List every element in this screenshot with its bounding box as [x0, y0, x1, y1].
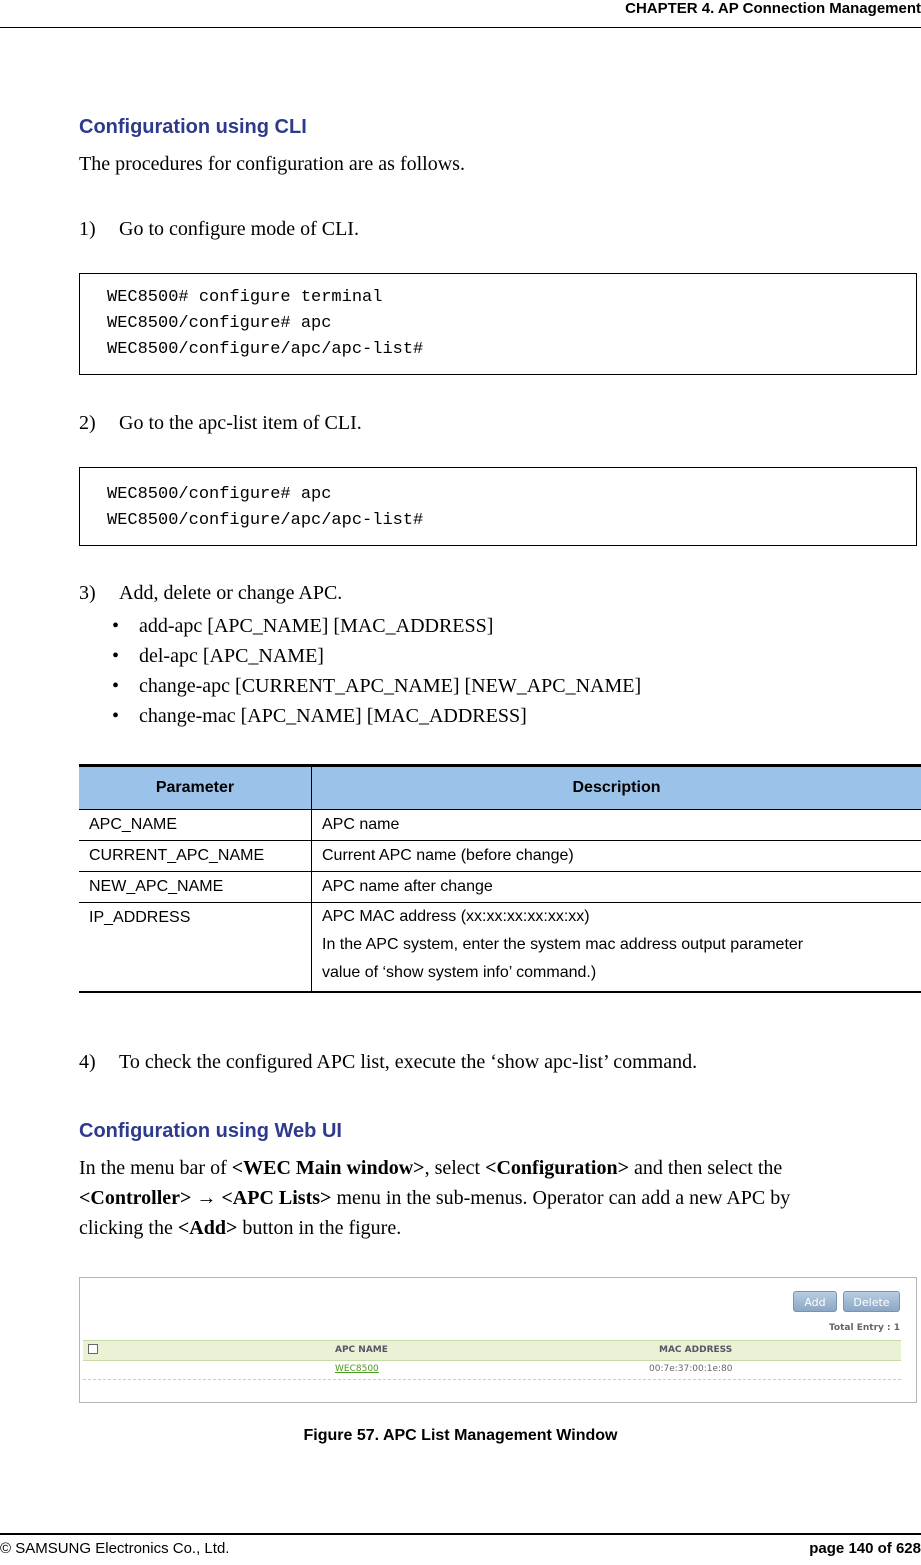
column-header-description: Description [312, 766, 921, 810]
bullet: • [112, 615, 120, 637]
param-cell: APC_NAME [79, 810, 312, 841]
list-item-text: add-apc [APC_NAME] [MAC_ADDRESS] [139, 615, 494, 637]
code-block-1 [79, 273, 917, 375]
step-4 [79, 1047, 697, 1077]
parameter-table [79, 764, 921, 993]
step-3 [79, 578, 342, 608]
paragraph-line: clicking the <Add> button in the figure. [79, 1217, 402, 1239]
step-2-text: Go to the apc-list item of CLI. [119, 412, 362, 434]
list-item-text: change-mac [APC_NAME] [MAC_ADDRESS] [139, 705, 527, 727]
select-all-checkbox[interactable] [88, 1344, 98, 1354]
desc-cell: Current APC name (before change) [312, 841, 921, 872]
desc-cell: APC name [312, 810, 921, 841]
code-line: WEC8500# configure terminal [107, 288, 383, 307]
list-header-row [83, 1340, 901, 1361]
step-2 [79, 408, 362, 438]
paragraph-line: <Controller> → <APC Lists> menu in the sub-menus. Operator can add a new APC by [79, 1187, 791, 1209]
section-heading-cli: Configuration using CLI [79, 116, 307, 138]
paragraph-line: In the menu bar of <WEC Main window>, select <Configuration> and then select the [79, 1157, 783, 1179]
desc-cell: APC name after change [312, 872, 921, 903]
table-row [79, 872, 921, 903]
table-header-row [79, 766, 921, 810]
code-line: WEC8500/configure# apc [107, 314, 332, 333]
apc-name-link[interactable]: WEC8500 [335, 1364, 379, 1374]
param-cell: NEW_APC_NAME [79, 872, 312, 903]
chapter-title: CHAPTER 4. AP Connection Management [625, 0, 921, 17]
intro-paragraph: The procedures for configuration are as follows. [79, 153, 465, 175]
section-heading-webui: Configuration using Web UI [79, 1120, 342, 1142]
desc-cell: APC MAC address (xx:xx:xx:xx:xx:xx) In the APC system, enter the system mac address output parameter value of ‘show system info’ command.) [312, 903, 921, 993]
bullet: • [112, 675, 120, 697]
step-1-text: Go to configure mode of CLI. [119, 218, 359, 240]
mac-address-value: 00:7e:37:00:1e:80 [649, 1364, 733, 1374]
command-list [112, 611, 641, 731]
code-line: WEC8500/configure# apc [107, 485, 332, 504]
page-number: page 140 of 628 [809, 1540, 921, 1557]
list-item [112, 671, 641, 701]
list-item-text: del-apc [APC_NAME] [139, 645, 324, 667]
code-line: WEC8500/configure/apc/apc-list# [107, 511, 424, 530]
step-4-text: To check the configured APC list, execute the ‘show apc-list’ command. [119, 1051, 698, 1073]
total-entry-count: Total Entry : 1 [828, 1323, 900, 1333]
list-item [112, 701, 641, 731]
param-cell: IP_ADDRESS [79, 903, 312, 993]
list-item [112, 611, 641, 641]
footer-divider [0, 1533, 921, 1535]
code-line: WEC8500/configure/apc/apc-list# [107, 340, 424, 359]
step-1-number: 1) [79, 218, 96, 240]
column-header-mac-address[interactable]: MAC ADDRESS [659, 1345, 733, 1355]
list-item-text: change-apc [CURRENT_APC_NAME] [NEW_APC_NAME] [139, 675, 642, 697]
copyright: © SAMSUNG Electronics Co., Ltd. [0, 1540, 230, 1557]
step-3-text: Add, delete or change APC. [119, 582, 343, 604]
step-3-number: 3) [79, 582, 96, 604]
header-divider [0, 27, 921, 28]
delete-button[interactable]: Delete [843, 1291, 900, 1312]
bullet: • [112, 705, 120, 727]
table-row [83, 1361, 901, 1380]
column-header-parameter: Parameter [79, 766, 312, 810]
arrow-icon: → [191, 1187, 222, 1209]
table-row [79, 903, 921, 993]
bullet: • [112, 645, 120, 667]
figure-caption: Figure 57. APC List Management Window [303, 1427, 618, 1444]
table-row [79, 810, 921, 841]
step-2-number: 2) [79, 412, 96, 434]
column-header-apc-name[interactable]: APC NAME [335, 1345, 388, 1355]
apc-list-screenshot [79, 1277, 917, 1403]
step-4-number: 4) [79, 1051, 96, 1073]
add-button[interactable]: Add [793, 1291, 837, 1312]
code-block-2 [79, 467, 917, 546]
table-row [79, 841, 921, 872]
param-cell: CURRENT_APC_NAME [79, 841, 312, 872]
list-item [112, 641, 641, 671]
webui-paragraph [79, 1153, 790, 1243]
step-1 [79, 214, 359, 244]
